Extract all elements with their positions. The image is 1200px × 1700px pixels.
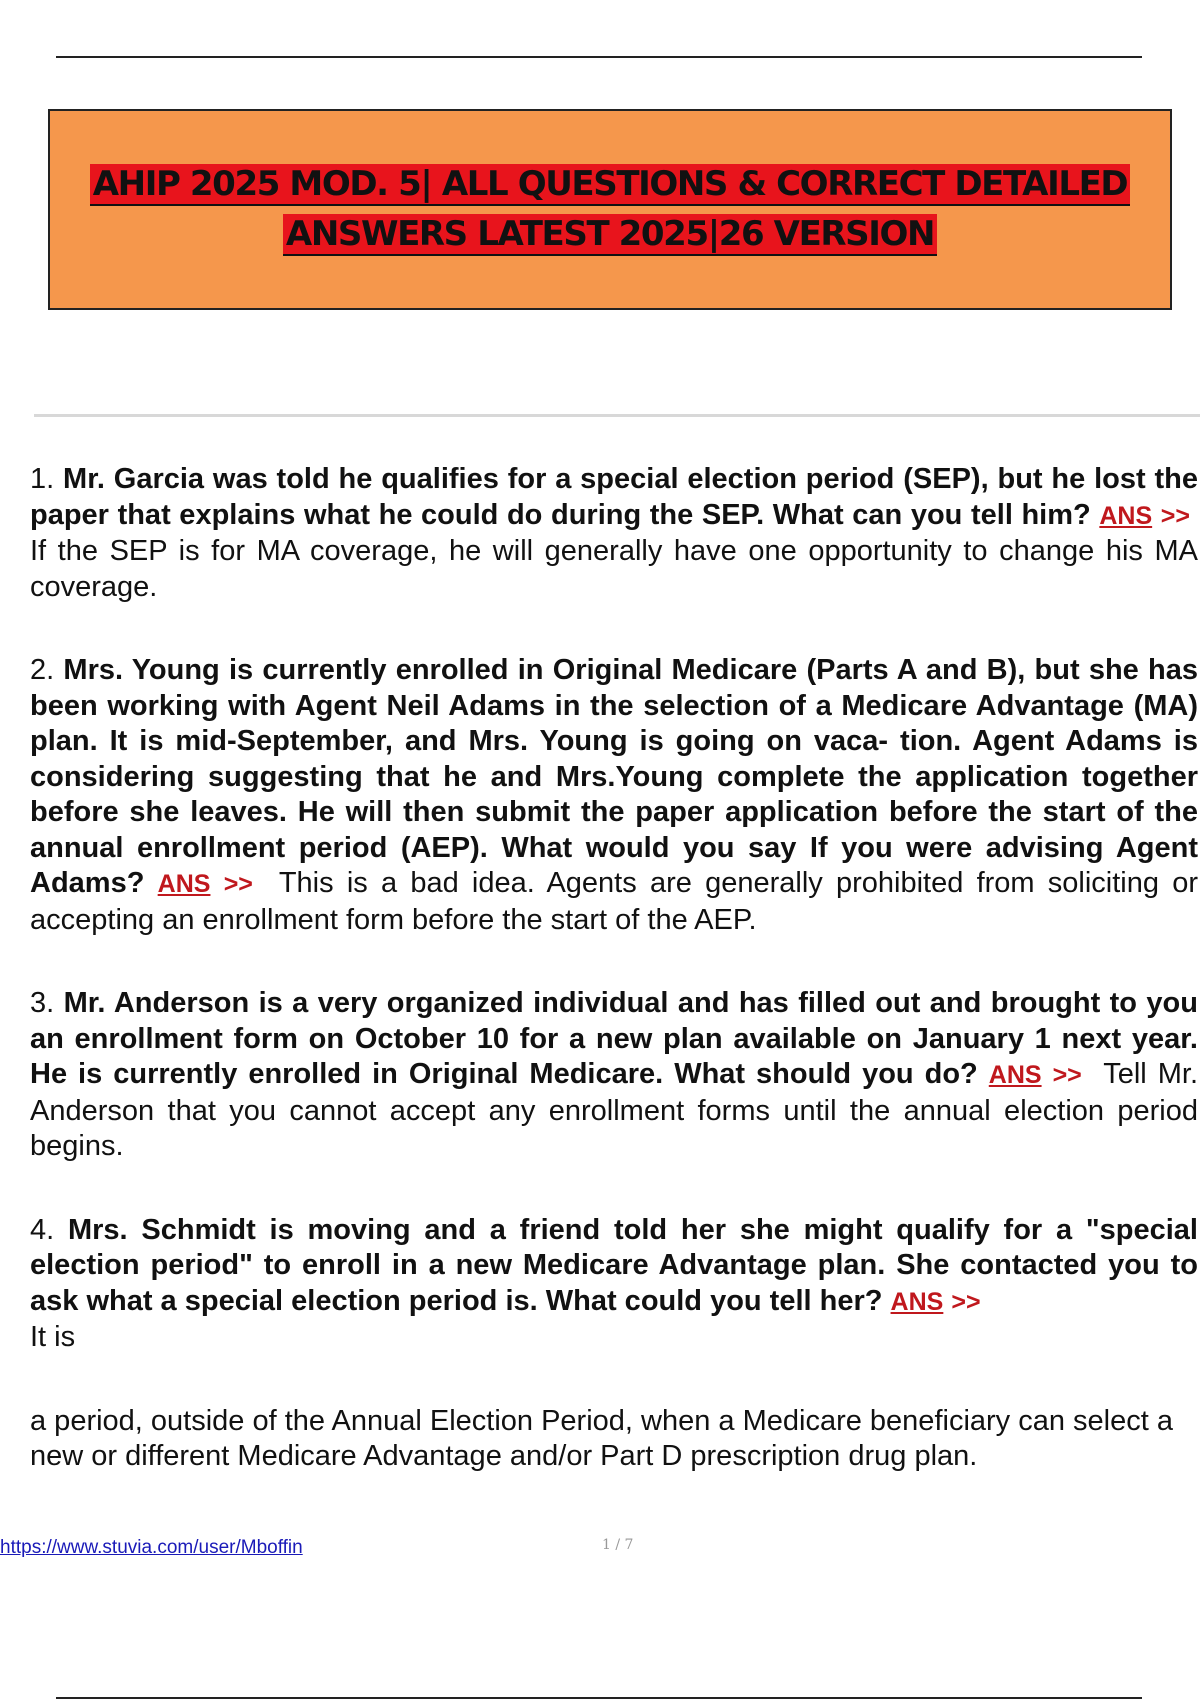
question-text: Mr. Garcia was told he qualifies for a special election period (SEP), but he lost the paper that explains what he could do during the SEP. What can you tell him? xyxy=(30,463,1198,531)
ans-arrows: >> xyxy=(951,1287,981,1316)
ans-arrows: >> xyxy=(1160,501,1190,530)
answer-continuation: a period, outside of the Annual Election Period, when a Medicare beneficiary can select a new or different Medicare Advantage and/or Part D prescription drug plan. xyxy=(30,1404,1173,1472)
answer-text: This is a bad idea. Agents are generally prohibited from soliciting or accepting an enrollment form before the start of the AEP. xyxy=(30,867,1199,936)
qa-item xyxy=(30,986,1198,1165)
question-number: 4. xyxy=(30,1213,55,1246)
qa-item xyxy=(30,1213,1198,1356)
ans-arrows: >> xyxy=(1052,1061,1082,1089)
title-banner xyxy=(48,109,1172,310)
qa-item xyxy=(30,462,1198,605)
question-number: 1. xyxy=(30,463,55,495)
ans-label: ANS xyxy=(157,870,211,898)
top-rule xyxy=(56,56,1142,58)
ans-arrows: >> xyxy=(223,870,253,898)
bottom-rule xyxy=(56,1697,1142,1699)
title-line-2: ANSWERS LATEST 2025|26 VERSION xyxy=(283,214,937,256)
qa-list xyxy=(30,462,1198,1475)
ans-label: ANS xyxy=(988,1061,1042,1089)
ans-label: ANS xyxy=(1099,501,1153,530)
question-number: 2. xyxy=(30,654,55,686)
section-divider xyxy=(34,414,1200,417)
answer-text: If the SEP is for MA coverage, he will generally have one opportunity to change his MA coverage. xyxy=(30,535,1198,603)
question-number: 3. xyxy=(30,987,55,1019)
question-text: Mrs. Young is currently enrolled in Original Medicare (Parts A and B), but she has been working with Agent Neil Adams in the selection of a Medicare Advantage (MA) plan. It is mid-September, and Mrs. Young is going on vaca- tion. Agent Adams is considering suggesting that he and Mrs.Young complete the application together before she leaves. He will then submit the paper application before the start of the annual enrollment period (AEP). What would you say If you were advising Agent Adams? xyxy=(30,654,1198,899)
footer-user-link[interactable]: https://www.stuvia.com/user/Mboffin xyxy=(0,1537,303,1558)
question-text: Mr. Anderson is a very organized individual and has filled out and brought to you an enrollment form on October 10 for a new plan available on January 1 next year. He is currently enrolled in Original Medicare. What should you do? xyxy=(30,987,1198,1090)
answer-text: Tell Mr. Anderson that you cannot accept any enrollment forms until the annual election period begins. xyxy=(30,1058,1199,1162)
qa-item xyxy=(30,653,1198,938)
ans-label: ANS xyxy=(890,1287,944,1316)
answer-text: It is xyxy=(30,1321,76,1353)
question-text: Mrs. Schmidt is moving and a friend told her she might qualify for a "special election period" to enroll in a new Medicare Advantage plan. She contacted you to ask what a special election period is. What could you tell her? xyxy=(30,1213,1198,1317)
page-number: 1 / 7 xyxy=(602,1537,634,1553)
title-line-1: AHIP 2025 MOD. 5| ALL QUESTIONS & CORRECT DETAILED xyxy=(90,164,1131,206)
